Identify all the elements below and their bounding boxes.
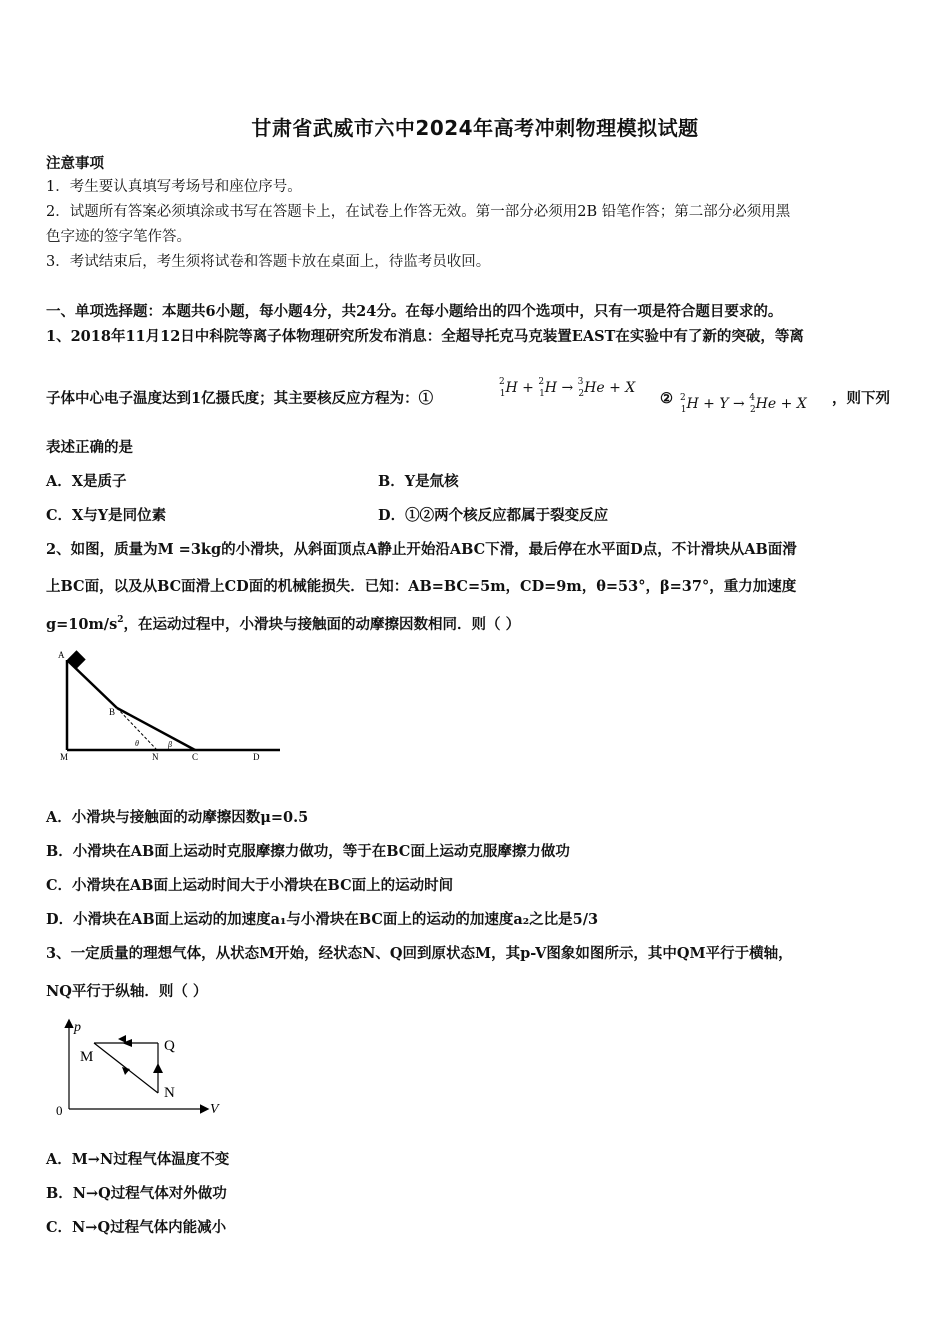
notice-item-2: 2．试题所有答案必须填涂或书写在答题卡上，在试卷上作答无效。第一部分必须用2B 铅笔作答；第二部分必须用黑 <box>46 204 791 220</box>
svg-text:N: N <box>164 1085 175 1101</box>
svg-text:p: p <box>74 1020 81 1035</box>
q2-option-c: C．小滑块在AB面上运动时间大于小滑块在BC面上的运动时间 <box>46 877 454 894</box>
section-heading: 一、单项选择题：本题共6小题，每小题4分，共24分。在每小题给出的四个选项中，只有一项是符合题目要求的。 <box>46 303 783 320</box>
q2-option-a: A．小滑块与接触面的动摩擦因数μ=0.5 <box>46 809 309 826</box>
notice-item-1: 1．考生要认真填写考场号和座位序号。 <box>46 179 302 195</box>
q2-line2: 上BC面，以及从BC面滑上CD面的机械能损失．已知：AB=BC=5m，CD=9m，θ=53°，β=37°，重力加速度 <box>46 578 797 595</box>
svg-text:N: N <box>152 752 159 762</box>
q1-option-c: C．X与Y是同位素 <box>46 507 167 524</box>
svg-text:0: 0 <box>56 1103 63 1118</box>
svg-text:M: M <box>60 752 69 762</box>
q3-line1: 3、一定质量的理想气体，从状态M开始，经状态N、Q回到原状态M，其p-V图象如图所示，其中QM平行于横轴， <box>46 945 793 962</box>
q1-option-a: A．X是质子 <box>46 473 127 490</box>
q1-equation-1: $^2_1$H + $^2_1$H → $^3_2$He + X <box>499 377 636 399</box>
notice-item-2-cont: 色字迹的签字笔作答。 <box>46 229 191 245</box>
q1-option-b: B．Y是氚核 <box>378 473 459 490</box>
q2-line3: $g=10m/s^2$，在运动过程中，小滑块与接触面的动摩擦因数相同．则（ ） <box>46 615 521 633</box>
q2-option-d: D．小滑块在AB面上运动的加速度a₁与小滑块在BC面上的运动的加速度a₂之比是5/3 <box>46 911 599 928</box>
svg-text:A: A <box>58 650 65 660</box>
q3-pv-figure <box>52 1015 232 1120</box>
q1-equation-2: $^2_1$H + Y → $^4_2$He + X <box>680 393 807 415</box>
svg-text:V: V <box>210 1102 219 1117</box>
svg-text:θ: θ <box>135 739 139 748</box>
svg-text:D: D <box>253 752 260 762</box>
svg-text:C: C <box>192 752 199 762</box>
svg-text:B: B <box>109 707 116 717</box>
q1-eq-number-2: ② <box>660 390 673 407</box>
notice-heading: 注意事项 <box>46 155 104 172</box>
q2-line1: 2、如图，质量为M =3kg的小滑块，从斜面顶点A静止开始沿ABC下滑，最后停在水平面D点，不计滑块从AB面滑 <box>46 541 797 558</box>
q1-line1: 1、2018年11月12日中科院等离子体物理研究所发布消息：全超导托克马克装置EAST在实验中有了新的突破，等离 <box>46 328 804 345</box>
q3-option-b: B．N→Q过程气体对外做功 <box>46 1185 227 1202</box>
q1-line3: 表述正确的是 <box>46 439 133 456</box>
q1-line2-pre: 子体中心电子温度达到1亿摄氏度；其主要核反应方程为：① <box>46 390 434 407</box>
notice-item-3: 3．考试结束后，考生须将试卷和答题卡放在桌面上，待监考员收回。 <box>46 254 491 270</box>
q3-option-c: C．N→Q过程气体内能减小 <box>46 1219 227 1236</box>
q1-option-d: D．①②两个核反应都属于裂变反应 <box>378 507 609 524</box>
page-title: 甘肃省武威市六中2024年高考冲刺物理模拟试题 <box>251 116 699 140</box>
q2-option-b: B．小滑块在AB面上运动时克服摩擦力做功，等于在BC面上运动克服摩擦力做功 <box>46 843 570 860</box>
q3-option-a: A．M→N过程气体温度不变 <box>46 1151 230 1168</box>
q1-line2 <box>46 389 433 409</box>
svg-text:Q: Q <box>164 1038 175 1054</box>
q3-line2: NQ平行于纵轴．则（ ） <box>46 983 208 1000</box>
svg-text:β: β <box>168 740 172 749</box>
svg-text:M: M <box>80 1049 94 1065</box>
q2-incline-figure <box>55 648 290 766</box>
q1-line2-post: ，则下列 <box>832 390 890 407</box>
